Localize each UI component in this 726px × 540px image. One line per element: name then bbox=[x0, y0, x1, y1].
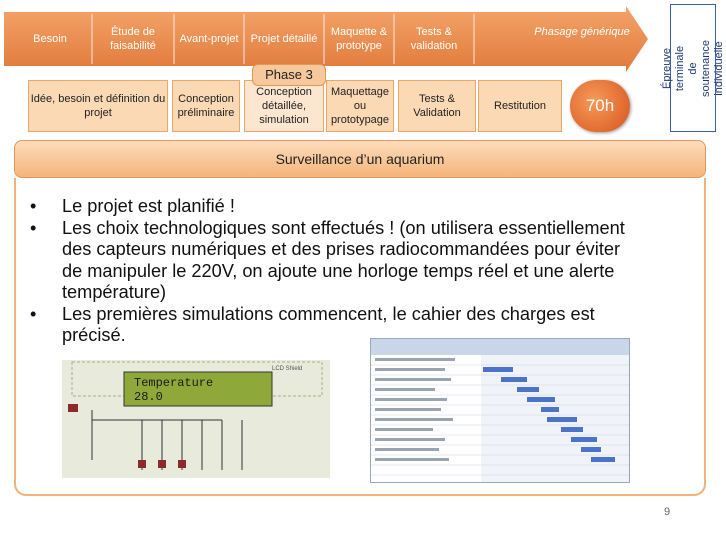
project-title: Surveillance d’un aquarium bbox=[14, 140, 706, 178]
lcd-label: LCD Shield bbox=[272, 366, 303, 372]
row-maquettage: Maquettage ou prototypage bbox=[326, 80, 394, 132]
epreuve-box bbox=[660, 4, 725, 132]
stage-faisabilite: Étude de faisabilité bbox=[110, 26, 156, 52]
bullet-list bbox=[30, 196, 630, 347]
row-conception-prelim: Conception préliminaire bbox=[172, 80, 240, 132]
stage-avant-projet: Avant-projet bbox=[179, 33, 239, 45]
stage-besoin: Besoin bbox=[33, 33, 67, 45]
lcd-line2: 28.0 bbox=[134, 390, 163, 404]
simulation-image bbox=[62, 360, 330, 478]
gantt-screenshot bbox=[370, 338, 630, 483]
stage-maquette: Maquette & prototype bbox=[330, 26, 388, 52]
lcd-line1: Temperature bbox=[134, 376, 214, 390]
stage-tests: Tests & validation bbox=[410, 26, 458, 52]
row-tests: Tests & Validation bbox=[398, 80, 476, 132]
phasage-label: Phasage générique bbox=[534, 26, 630, 38]
stage-projet-detaille: Projet détaillé bbox=[250, 33, 318, 45]
page-number: 9 bbox=[664, 506, 671, 518]
duration-badge: 70h bbox=[570, 80, 630, 132]
row-restitution: Restitution bbox=[478, 80, 562, 132]
phase-tab: Phase 3 bbox=[252, 64, 326, 86]
bullet-item: • Le projet est planifié ! bbox=[30, 196, 235, 216]
epreuve-label: Épreuve terminale de soutenance individuelle bbox=[660, 39, 725, 97]
bullet-item: • Les premières simulations commencent, le cahier des charges est précisé. bbox=[30, 303, 595, 345]
row-conception-detaillee: Conception détaillée, simulation bbox=[244, 80, 324, 132]
bullet-item: • Les choix technologiques sont effectués ! (on utilisera essentiellement des capteurs numériques et des prises radiocommandées pour éviter de manipuler le 220V, on ajoute une horloge temps réel et une alerte température) bbox=[30, 217, 625, 302]
row-idee: Idée, besoin et définition du projet bbox=[28, 80, 168, 132]
